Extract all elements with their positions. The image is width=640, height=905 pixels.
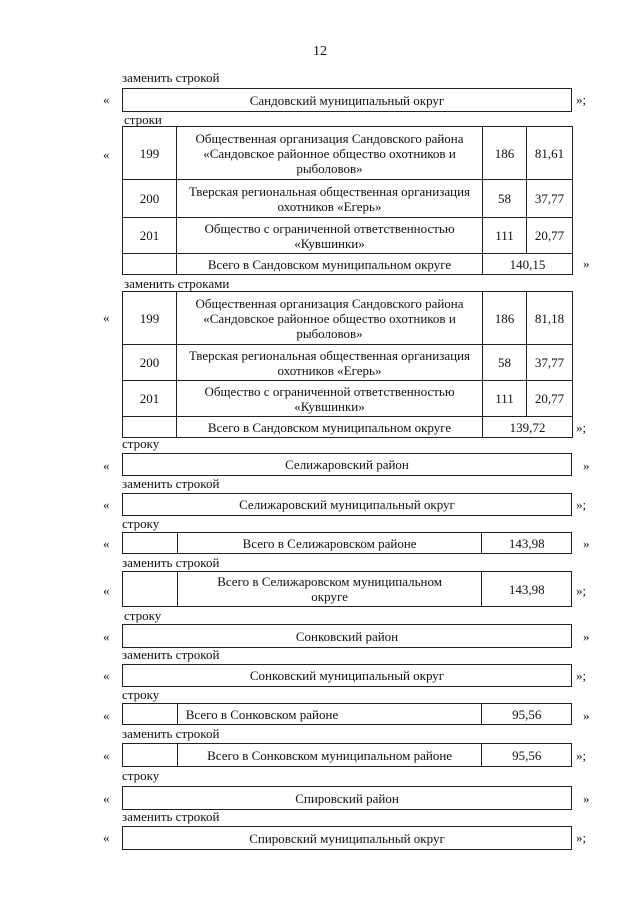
row-name: Общественная организация Сандовского района «Сандовское районное общество охотников и рыболовов» <box>177 127 483 180</box>
quote-close: » <box>583 536 590 551</box>
instruction-replace-row: заменить строкой <box>122 726 220 741</box>
instruction-row: строку <box>122 516 160 531</box>
quote-close: »; <box>576 668 587 683</box>
table-row <box>123 127 573 180</box>
instruction-replace-row: заменить строкой <box>122 70 220 85</box>
quote-close: »; <box>576 497 587 512</box>
quote-close: » <box>583 708 590 723</box>
quote-close: »; <box>576 748 587 763</box>
header-text: Сонковский район <box>295 628 399 644</box>
table-row <box>123 180 573 218</box>
total-label: Всего в Сандовском муниципальном округе <box>177 254 483 275</box>
table-row <box>123 381 573 417</box>
header-text: Селижаровский район <box>285 457 409 472</box>
quote-close: » <box>583 629 590 644</box>
header-text: Сандовский муниципальный округ <box>249 92 445 108</box>
header-text: Спировский муниципальный округ <box>249 830 445 846</box>
quote-close: » <box>583 458 590 473</box>
total-label: Всего в Сонковском муниципальном районе <box>177 744 482 766</box>
quote-open: « <box>103 310 110 325</box>
total-label: Всего в Сонковском районе <box>177 704 482 724</box>
instruction-rows: строки <box>124 112 162 127</box>
row-value-1: 186 <box>483 292 527 345</box>
row-name: Общественная организация Сандовского района «Сандовское районное общество охотников и рыболовов» <box>177 292 483 345</box>
total-row-selizharovsky-new <box>122 571 572 607</box>
total-label: Всего в Селижаровском районе <box>177 533 482 553</box>
row-number: 201 <box>123 381 177 417</box>
quote-open: « <box>103 458 110 473</box>
row-value-1: 186 <box>483 127 527 180</box>
quote-open: « <box>103 92 110 107</box>
quote-open: « <box>103 147 110 162</box>
table-row-total <box>123 417 573 438</box>
table-sandovsky-old <box>122 126 573 275</box>
row-value-1: 58 <box>483 345 527 381</box>
row-value-1: 58 <box>483 180 527 218</box>
row-value-2: 20,77 <box>527 218 573 254</box>
header-row-sonkovsky-new <box>122 664 572 687</box>
row-name: Тверская региональная общественная организация охотников «Егерь» <box>177 180 483 218</box>
row-name: Общество с ограниченной ответственностью «Кувшинки» <box>177 218 483 254</box>
total-value: 139,72 <box>483 417 573 438</box>
row-value-2: 81,18 <box>527 292 573 345</box>
row-value-2: 20,77 <box>527 381 573 417</box>
quote-close: » <box>583 791 590 806</box>
row-value-2: 81,61 <box>527 127 573 180</box>
empty-cell <box>123 744 177 766</box>
header-row-sandovsky <box>122 88 572 112</box>
total-value: 143,98 <box>481 533 571 553</box>
row-number: 200 <box>123 345 177 381</box>
total-row-sonkovsky-old <box>122 703 572 725</box>
table-sandovsky-new <box>122 291 573 438</box>
row-number: 199 <box>123 292 177 345</box>
empty-cell <box>123 572 177 606</box>
header-row-selizharovsky-old <box>122 453 572 476</box>
total-label: Всего в Сандовском муниципальном округе <box>177 417 483 438</box>
table-row <box>123 218 573 254</box>
row-name: Тверская региональная общественная организация охотников «Егерь» <box>177 345 483 381</box>
row-value-2: 37,77 <box>527 180 573 218</box>
total-row-sonkovsky-new <box>122 743 572 767</box>
quote-open: « <box>103 629 110 644</box>
empty-cell <box>123 533 177 553</box>
total-value: 95,56 <box>481 744 571 766</box>
instruction-row: строку <box>122 768 160 783</box>
header-row-sonkovsky-old <box>122 624 572 648</box>
empty-cell <box>123 254 177 275</box>
total-value: 95,56 <box>481 704 571 724</box>
header-text: Селижаровский муниципальный округ <box>239 497 455 512</box>
row-number: 201 <box>123 218 177 254</box>
total-row-selizharovsky-old <box>122 532 572 554</box>
quote-open: « <box>103 748 110 763</box>
header-row-spirovsky-old <box>122 786 572 810</box>
table-row <box>123 345 573 381</box>
row-value-2: 37,77 <box>527 345 573 381</box>
table-row <box>123 292 573 345</box>
total-value: 143,98 <box>481 572 571 606</box>
quote-close: » <box>583 256 590 271</box>
quote-close: »; <box>576 830 587 845</box>
quote-open: « <box>103 668 110 683</box>
table-row-total <box>123 254 573 275</box>
instruction-replace-row: заменить строкой <box>122 647 220 662</box>
instruction-replace-rows: заменить строками <box>124 276 230 291</box>
header-row-spirovsky-new <box>122 826 572 850</box>
quote-open: « <box>103 536 110 551</box>
row-number: 199 <box>123 127 177 180</box>
quote-open: « <box>103 791 110 806</box>
quote-close: »; <box>576 583 587 598</box>
quote-open: « <box>103 830 110 845</box>
header-text: Спировский район <box>295 790 399 806</box>
instruction-replace-row: заменить строкой <box>122 809 220 824</box>
empty-cell <box>123 417 177 438</box>
instruction-row: строку <box>122 687 160 702</box>
row-value-1: 111 <box>483 381 527 417</box>
quote-close: »; <box>576 92 587 107</box>
row-value-1: 111 <box>483 218 527 254</box>
total-value: 140,15 <box>483 254 573 275</box>
row-name: Общество с ограниченной ответственностью «Кувшинки» <box>177 381 483 417</box>
row-number: 200 <box>123 180 177 218</box>
page-number: 12 <box>313 44 327 59</box>
header-text: Сонковский муниципальный округ <box>249 668 445 683</box>
instruction-replace-row: заменить строкой <box>122 476 220 491</box>
instruction-row: строку <box>122 436 160 451</box>
quote-open: « <box>103 583 110 598</box>
instruction-replace-row: заменить строкой <box>122 555 220 570</box>
total-label: Всего в Селижаровском муниципальном округе <box>177 572 482 606</box>
empty-cell <box>123 704 177 724</box>
quote-close: »; <box>576 420 587 435</box>
quote-open: « <box>103 708 110 723</box>
quote-open: « <box>103 497 110 512</box>
instruction-row: строку <box>124 608 162 623</box>
header-row-selizharovsky-new <box>122 493 572 516</box>
